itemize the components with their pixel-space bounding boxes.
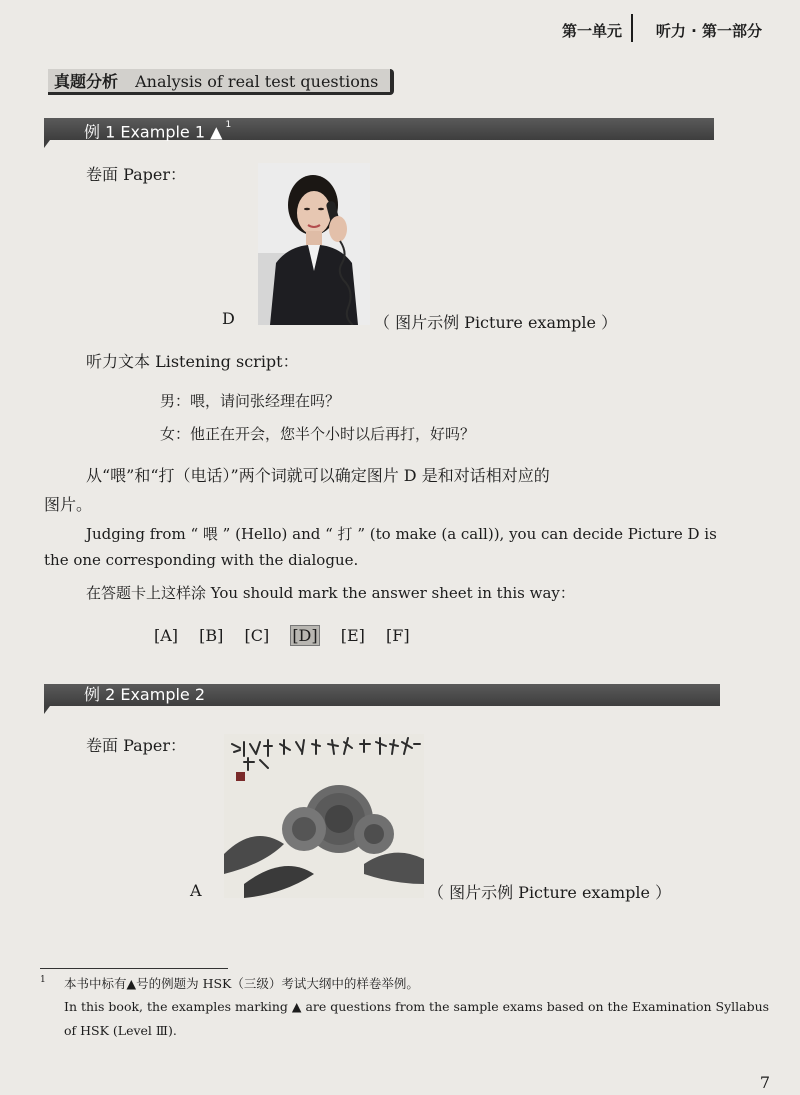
header-unit: 第一单元 <box>561 22 622 40</box>
example-2-option-letter: A <box>190 881 202 900</box>
explanation-zh-line-2: 图片。 <box>44 495 93 514</box>
page-number: 7 <box>759 1073 770 1092</box>
answer-option-d-selected: [D] <box>292 626 318 645</box>
example-2-paper-label: 卷面 Paper： <box>86 736 187 755</box>
explanation-en-line-2: the one corresponding with the dialogue. <box>44 551 359 569</box>
footnote-marker: 1 <box>40 975 46 985</box>
dialogue-line-female: 女：他正在开会，您半个小时以后再打，好吗？ <box>160 425 476 443</box>
chrysanthemum-illustration <box>224 734 424 898</box>
footnote-en-line-1: In this book, the examples marking ▲ are questions from the sample exams based on the Examination Syllabus <box>64 999 770 1014</box>
example-1-option-letter: D <box>222 309 235 328</box>
header-divider <box>631 14 633 42</box>
explanation-en-line-1: Judging from “ 喂 ” (Hello) and “ 打 ” (to make (a call)), you can decide Picture D is <box>86 525 717 543</box>
example-2-picture-caption: （ 图片示例 Picture example ） <box>428 883 672 902</box>
chrysanthemum-painting <box>224 734 424 898</box>
explanation-zh-line-1: 从“喂”和“打（电话）”两个词就可以确定图片 D 是和对话相对应的 <box>86 466 550 485</box>
answer-option-b: [B] <box>199 626 224 645</box>
answer-options <box>154 625 426 646</box>
answer-option-c: [C] <box>244 626 270 645</box>
footnote-zh: 本书中标有▲号的例题为 HSK（三级）考试大纲中的样卷举例。 <box>64 976 419 991</box>
analysis-tab <box>48 69 394 95</box>
listening-script-label: 听力文本 Listening script： <box>86 352 299 371</box>
example-1-picture-caption: （ 图片示例 Picture example ） <box>374 313 618 332</box>
example-2-bar <box>44 684 720 706</box>
analysis-tab-zh: 真题分析 <box>54 72 119 91</box>
footnote-reference: 1 <box>225 120 232 130</box>
woman-on-phone-photo <box>258 163 370 325</box>
answer-option-e: [E] <box>340 626 365 645</box>
example-1-paper-label: 卷面 Paper： <box>86 165 187 184</box>
analysis-tab-en: Analysis of real test questions <box>135 72 379 91</box>
answer-option-a: [A] <box>154 626 179 645</box>
woman-on-phone-illustration <box>258 163 370 325</box>
example-1-title: 例 1 Example 1 ▲ <box>84 122 223 142</box>
example-1-bar <box>44 118 714 140</box>
footnote-en-line-2: of HSK (Level Ⅲ). <box>64 1023 177 1038</box>
header-part: 听力 · 第一部分 <box>655 22 762 40</box>
answer-sheet-instruction: 在答题卡上这样涂 You should mark the answer sheet in this way： <box>86 584 575 602</box>
answer-option-f: [F] <box>385 626 410 645</box>
example-2-title: 例 2 Example 2 <box>84 685 206 704</box>
dialogue-line-male: 男：喂，请问张经理在吗？ <box>160 392 341 410</box>
footnote-rule <box>40 968 228 969</box>
